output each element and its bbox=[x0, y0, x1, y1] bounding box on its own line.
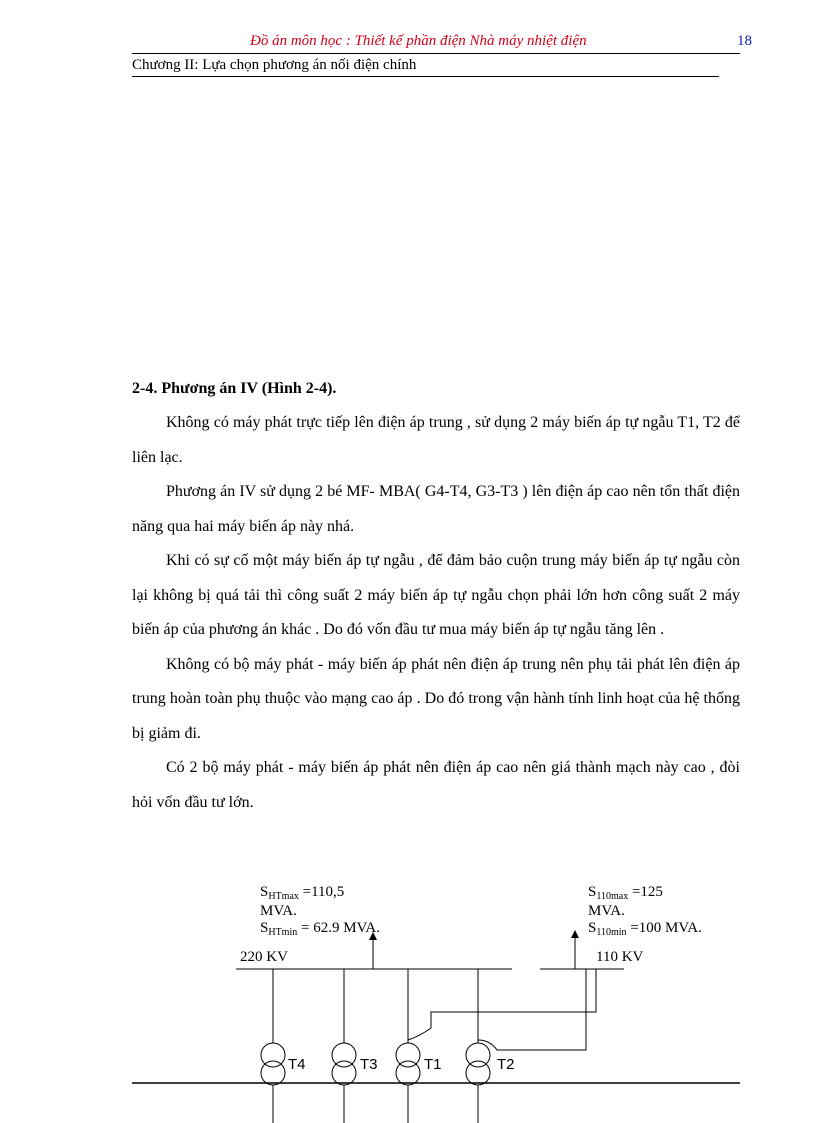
paragraph-3: Khi có sự cố một máy biến áp tự ngẫu , để đảm bảo cuộn trung máy biến áp tự ngẫu còn lại không bị quá tải thì công suất 2 máy biến áp tự ngẫu chọn phải lớn hơn công suất 2 máy biến áp của phương án khác . Do đó vốn đầu tư mua máy biến áp tự ngẫu tăng lên . bbox=[132, 552, 740, 638]
t2-to-110kv bbox=[478, 969, 586, 1050]
t4-winding-low bbox=[261, 1061, 285, 1085]
header-divider bbox=[132, 53, 740, 54]
load110-smin-label: $S_{110min} =100$ MVA. bbox=[588, 920, 702, 938]
circuit-diagram-lines bbox=[0, 870, 816, 1123]
bus-110kv-label: 110 KV bbox=[596, 949, 644, 965]
t4-winding-high bbox=[261, 1043, 285, 1067]
document-title: Đồ án môn học : Thiết kế phần điện Nhà máy nhiệt điện bbox=[250, 33, 587, 49]
t2-winding-low bbox=[466, 1061, 490, 1085]
paragraph-5: Có 2 bộ máy phát - máy biến áp phát nên điện áp cao nên giá thành mạch này cao , đòi hỏi vốn đầu tư lớn. bbox=[132, 759, 740, 811]
chapter-divider bbox=[132, 76, 719, 77]
chapter-title: Chương II: Lựa chọn phương án nối điện chính bbox=[132, 57, 417, 73]
bus-220kv-label: 220 KV bbox=[240, 949, 288, 965]
ht-smax-label: $S_{HTmax} =110,5$ bbox=[260, 884, 345, 902]
t1-winding-low bbox=[396, 1061, 420, 1085]
transformer-t1-label: T1 bbox=[424, 1056, 442, 1073]
transformer-t4-label: T4 bbox=[288, 1056, 306, 1073]
page-number: 18 bbox=[737, 33, 752, 49]
paragraph-4: Không có bộ máy phát - máy biến áp phát nên điện áp trung nên phụ tải phát lên điện áp trung hoàn toàn phụ thuộc vào mạng cao áp . Do đó trong vận hành tính linh hoạt của hệ thống bị giảm đi. bbox=[132, 655, 740, 742]
section-body bbox=[132, 372, 740, 820]
circuit-diagram bbox=[0, 870, 816, 1123]
t2-winding-high bbox=[466, 1043, 490, 1067]
transformer-t3-label: T3 bbox=[360, 1056, 378, 1073]
load110-smax-label: $S_{110max} =125$ bbox=[588, 884, 663, 902]
section-heading: 2-4. Phương án IV (Hình 2-4). bbox=[132, 380, 337, 397]
t3-winding-high bbox=[332, 1043, 356, 1067]
load110-unit-label: MVA. bbox=[588, 903, 625, 919]
transformer-t2-label: T2 bbox=[497, 1056, 515, 1073]
paragraph-2: Phương án IV sử dụng 2 bé MF- MBA( G4-T4, G3-T3 ) lên điện áp cao nên tổn thất điện năng qua hai máy biến áp này nhá. bbox=[132, 483, 740, 535]
t3-winding-low bbox=[332, 1061, 356, 1085]
t1-winding-high bbox=[396, 1043, 420, 1067]
ht-unit-label: MVA. bbox=[260, 903, 297, 919]
paragraph-1: Không có máy phát trực tiếp lên điện áp trung , sử dụng 2 máy biến áp tự ngẫu T1, T2 để liên lạc. bbox=[132, 414, 740, 466]
ht-smin-label: $S_{HTmin} = 62.9$ MVA. bbox=[260, 920, 381, 938]
t1-to-110kv bbox=[408, 969, 596, 1040]
